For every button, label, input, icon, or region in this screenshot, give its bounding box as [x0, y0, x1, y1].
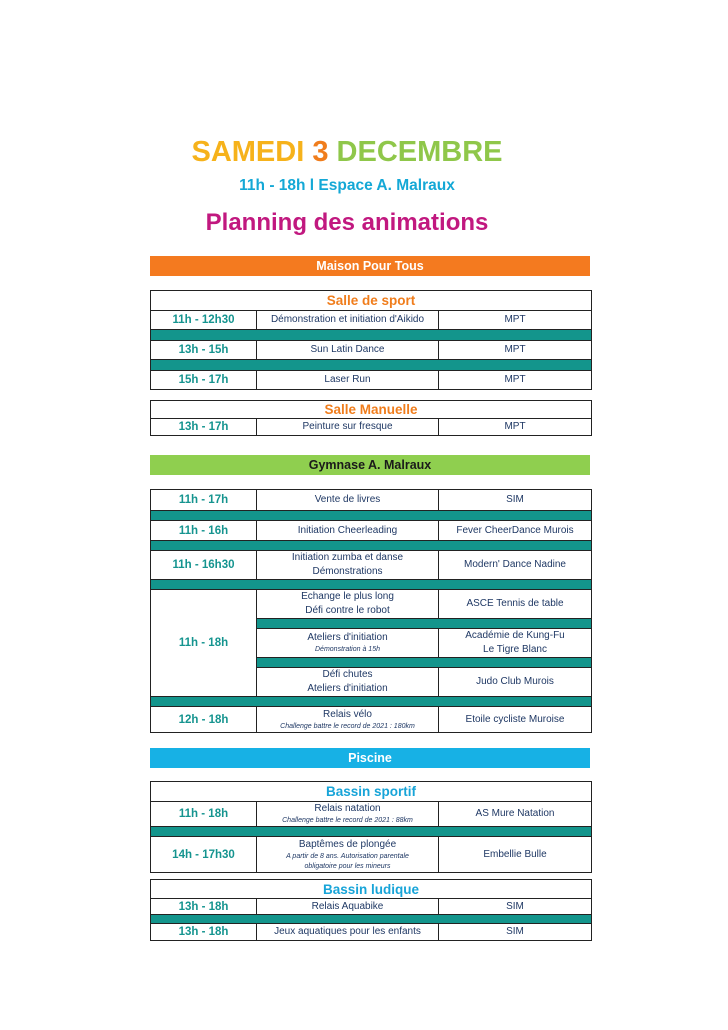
activity-note: Challenge battre le record de 2021 : 180km — [280, 722, 415, 730]
row-separator — [151, 697, 592, 707]
row-separator — [151, 915, 592, 924]
table-row — [151, 551, 592, 580]
row-time: 15h - 17h — [151, 371, 257, 390]
section-title: Bassin ludique — [151, 880, 592, 899]
table-row — [151, 341, 592, 360]
row-activity: Démonstration et initiation d'Aikido — [257, 311, 439, 330]
organizer-line: Académie de Kung-Fu — [465, 630, 565, 641]
title-month: DECEMBRE — [336, 136, 503, 168]
activity-line: Ateliers d'initiation — [307, 683, 388, 694]
row-activity — [257, 802, 439, 827]
row-organizer: Judo Club Murois — [439, 668, 592, 697]
table-row — [151, 924, 592, 941]
table-row — [151, 490, 592, 511]
row-organizer: Etoile cycliste Muroise — [439, 707, 592, 733]
row-time: 13h - 18h — [151, 899, 257, 915]
row-organizer: Modern' Dance Nadine — [439, 551, 592, 580]
table-row — [151, 837, 592, 873]
row-activity — [257, 837, 439, 873]
activity-note: Démonstration à 15h — [315, 646, 380, 653]
row-organizer: MPT — [439, 371, 592, 390]
activity-note: A partir de 8 ans. Autorisation parentale — [286, 852, 409, 860]
row-organizer: ASCE Tennis de table — [439, 590, 592, 619]
planning-heading: Planning des animations — [205, 209, 489, 236]
row-activity: Sun Latin Dance — [257, 341, 439, 360]
activity-line: Ateliers d'initiation — [307, 632, 388, 643]
table-row — [151, 371, 592, 390]
row-separator — [151, 580, 592, 590]
row-separator — [151, 827, 592, 837]
band-maison-pour-tous: Maison Pour Tous — [150, 256, 590, 276]
row-activity: Relais Aquabike — [257, 899, 439, 915]
row-activity — [257, 707, 439, 733]
section-title: Salle Manuelle — [151, 401, 592, 419]
row-organizer: Fever CheerDance Murois — [439, 521, 592, 541]
row-separator — [151, 541, 592, 551]
title-date: 3 — [312, 136, 329, 168]
row-time: 13h - 18h — [151, 924, 257, 941]
row-time: 14h - 17h30 — [151, 837, 257, 873]
row-separator — [257, 658, 592, 668]
row-organizer: MPT — [439, 311, 592, 330]
row-organizer: SIM — [439, 490, 592, 511]
organizer-line: Le Tigre Blanc — [483, 644, 547, 655]
table-row — [151, 311, 592, 330]
band-gymnase: Gymnase A. Malraux — [150, 455, 590, 475]
row-time: 11h - 12h30 — [151, 311, 257, 330]
activity-line: Relais vélo — [323, 708, 372, 720]
title-day: SAMEDI — [191, 136, 305, 168]
row-activity: Jeux aquatiques pour les enfants — [257, 924, 439, 941]
page-title — [0, 136, 694, 169]
row-time: 11h - 16h — [151, 521, 257, 541]
table-bassin-ludique — [150, 879, 592, 941]
row-separator — [151, 360, 592, 371]
activity-line: Démonstrations — [312, 566, 383, 577]
table-row — [151, 707, 592, 733]
table-row — [151, 419, 592, 436]
row-activity — [257, 668, 439, 697]
table-row — [151, 521, 592, 541]
activity-note: Challenge battre le record de 2021 : 88km — [282, 817, 413, 824]
row-activity — [257, 551, 439, 580]
row-time: 13h - 17h — [151, 419, 257, 436]
row-time: 11h - 16h30 — [151, 551, 257, 580]
row-time: 12h - 18h — [151, 707, 257, 733]
row-separator — [151, 330, 592, 341]
row-time: 11h - 17h — [151, 490, 257, 511]
row-organizer: Embellie Bulle — [439, 837, 592, 873]
row-activity: Vente de livres — [257, 490, 439, 511]
row-activity — [257, 590, 439, 619]
table-row — [151, 899, 592, 915]
row-organizer: MPT — [439, 341, 592, 360]
activity-line: Défi chutes — [322, 669, 373, 680]
row-time: 13h - 15h — [151, 341, 257, 360]
section-title: Salle de sport — [151, 291, 592, 311]
row-activity: Laser Run — [257, 371, 439, 390]
table-salle-de-sport — [150, 290, 592, 390]
row-time: 11h - 18h — [151, 590, 257, 697]
activity-line: Echange le plus long — [301, 591, 394, 602]
activity-line: Relais natation — [314, 803, 381, 814]
section-title: Bassin sportif — [151, 782, 592, 802]
table-row — [151, 802, 592, 827]
row-separator — [257, 619, 592, 629]
event-subtitle: 11h - 18h l Espace A. Malraux — [239, 177, 455, 194]
row-activity: Peinture sur fresque — [257, 419, 439, 436]
row-organizer — [439, 629, 592, 658]
row-organizer: MPT — [439, 419, 592, 436]
row-activity — [257, 629, 439, 658]
row-separator — [151, 511, 592, 521]
activity-line: Initiation zumba et danse — [291, 552, 404, 563]
activity-line: Baptêmes de plongée — [298, 838, 397, 850]
table-bassin-sportif — [150, 781, 592, 873]
band-piscine: Piscine — [150, 748, 590, 768]
row-time: 11h - 18h — [151, 802, 257, 827]
table-row — [151, 590, 592, 619]
table-salle-manuelle — [150, 400, 592, 436]
activity-line: Défi contre le robot — [305, 605, 390, 616]
row-organizer: AS Mure Natation — [439, 802, 592, 827]
row-organizer: SIM — [439, 924, 592, 941]
row-organizer: SIM — [439, 899, 592, 915]
activity-note: obligatoire pour les mineurs — [304, 862, 391, 870]
row-activity: Initiation Cheerleading — [257, 521, 439, 541]
table-gymnase — [150, 489, 592, 733]
